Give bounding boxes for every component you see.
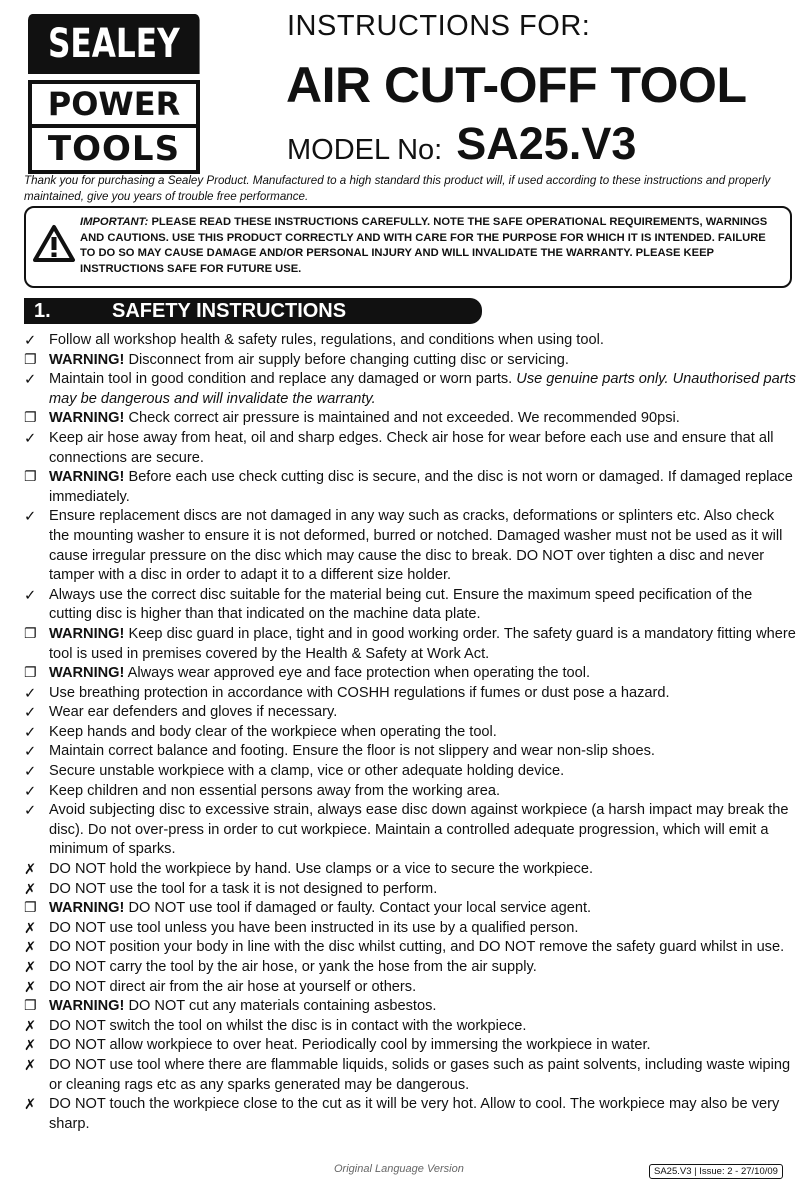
section-header-safety [24,298,482,324]
safety-item [24,742,796,762]
safety-item-text: Secure unstable workpiece with a clamp, vice or other adequate holding device. [49,763,565,780]
safety-item-text: Always wear approved eye and face protection when operating the tool. [124,665,591,682]
safety-item [24,684,796,704]
warning-label: WARNING! [49,625,125,642]
check-icon: ✓ [24,763,37,781]
warning-box-icon: ❐ [24,998,37,1015]
check-icon: ✓ [24,332,37,349]
safety-item-text: DO NOT use the tool for a task it is not designed to perform. [49,880,438,897]
warning-triangle-icon [32,224,76,264]
safety-item [24,586,796,625]
safety-item-text: DO NOT use tool unless you have been instructed in its use by a qualified person. [49,919,579,936]
warning-box-icon: ❐ [24,469,37,486]
safety-item-text: DO NOT use tool if damaged or faulty. Contact your local service agent. [124,900,592,917]
warning-label: WARNING! [49,665,125,682]
safety-item-text: Keep children and non essential persons away from the working area. [49,782,501,799]
safety-item [24,1056,796,1095]
model-number: SA25.V3 [456,118,637,169]
safety-item-text: Disconnect from air supply before changing cutting disc or servicing. [124,351,569,368]
warning-box-icon: ❐ [24,351,37,368]
cross-icon: ✗ [24,978,37,996]
warning-label: WARNING! [49,351,125,368]
safety-item-text: DO NOT hold the workpiece by hand. Use clamps or a vice to secure the workpiece. [49,861,594,878]
safety-item [24,958,796,978]
cross-icon: ✗ [24,919,37,937]
safety-item-text: DO NOT allow workpiece to over heat. Periodically cool by immersing the workpiece in water. [49,1037,651,1054]
important-notice-box [24,206,792,288]
section-number: 1. [34,300,51,322]
safety-item-emphasis: Use genuine parts only. Unauthorised parts may be dangerous and will invalidate the warranty. [49,371,796,407]
safety-item [24,625,796,664]
cross-icon: ✗ [24,1096,37,1114]
warning-label: WARNING! [49,469,125,486]
cross-icon: ✗ [24,1056,37,1074]
warning-label: WARNING! [49,410,125,427]
cross-icon: ✗ [24,939,37,957]
safety-item-text: Check correct air pressure is maintained and not exceeded. We recommended 90psi. [124,410,680,427]
safety-item-text: Avoid subjecting disc to excessive strain, always ease disc down against workpiece (a harsh impact may break the disc). Do not over-press in order to cut workpiece. Maintain a controlled adequate progression, which will emit a minimum of sparks. [49,802,789,858]
safety-item-text: Before each use check cutting disc is secure, and the disc is not worn or damaged. If damaged replace immediately. [49,469,793,505]
safety-item [24,762,796,782]
model-label: MODEL No: [287,134,443,166]
cross-icon: ✗ [24,1037,37,1055]
check-icon: ✓ [24,586,37,604]
product-title: AIR CUT-OFF TOOL [286,57,747,113]
important-lead: IMPORTANT: [80,216,149,228]
important-text [80,215,784,277]
safety-item-text: Maintain tool in good condition and replace any damaged or worn parts. [49,371,517,388]
safety-item [24,997,796,1017]
check-icon: ✓ [24,802,37,820]
safety-item-text: DO NOT direct air from the air hose at yourself or others. [49,978,417,995]
cross-icon: ✗ [24,1017,37,1035]
safety-item [24,723,796,743]
cross-icon: ✗ [24,861,37,879]
safety-item [24,782,796,802]
safety-item-text: DO NOT carry the tool by the air hose, or yank the hose from the air supply. [49,959,537,975]
safety-item [24,919,796,939]
instructions-for-heading: INSTRUCTIONS FOR: [287,10,591,42]
safety-item-text: Use breathing protection in accordance with COSHH regulations if fumes or dust pose a hazard. [49,684,670,701]
safety-item [24,1036,796,1056]
safety-item [24,507,796,585]
check-icon: ✓ [24,684,37,702]
check-icon: ✓ [24,371,37,389]
safety-item-text: DO NOT switch the tool on whilst the disc is in contact with the workpiece. [49,1017,527,1034]
safety-item-text: DO NOT cut any materials containing asbestos. [124,998,437,1015]
safety-item [24,664,796,684]
thank-you-text: Thank you for purchasing a Sealey Product. Manufactured to a high standard this product will, if used according to these instructions and properly maintained, give you years of trouble free performance. [24,174,771,203]
safety-item [24,468,796,507]
safety-item [24,978,796,998]
safety-item [24,899,796,919]
safety-item-text: DO NOT touch the workpiece close to the cut as it will be very hot. Allow to cool. The workpiece may also be very sharp. [49,1096,780,1132]
safety-item-text: DO NOT position your body in line with the disc whilst cutting, and DO NOT remove the safety guard whilst in use. [49,939,785,956]
check-icon: ✓ [24,743,37,761]
safety-item [24,703,796,723]
warning-box-icon: ❐ [24,900,37,917]
safety-item [24,938,796,958]
footer-language-note: Original Language Version [334,1163,464,1175]
safety-item [24,331,796,351]
check-icon: ✓ [24,723,37,741]
warning-box-icon: ❐ [24,665,37,682]
safety-item [24,370,796,409]
check-icon: ✓ [24,782,37,800]
safety-item-text: DO NOT use tool where there are flammable liquids, solids or gases such as paint solvents, including waste wiping or cleaning rags etc as any sparks generated may be dangerous. [49,1056,791,1093]
safety-item [24,351,796,371]
safety-item-text: Ensure replacement discs are not damaged in any way such as cracks, deformations or splinters etc. Also check the mounting washer to ensure it is not deformed, burred or notched. Damaged washer must not be used as it will cause irregular pressure on the disc which may cause the disc to break. DO NOT over tighten a disc and never tamper with a disc in order to adapt it to a different size holder. [49,508,783,584]
safety-item [24,880,796,900]
safety-item [24,429,796,468]
warning-box-icon: ❐ [24,625,37,642]
logo-tools: TOOLS [28,124,200,174]
section-title: SAFETY INSTRUCTIONS [112,300,347,322]
check-icon: ✓ [24,429,37,447]
check-icon: ✓ [24,508,37,526]
safety-item-text: Maintain correct balance and footing. Ensure the floor is not slippery and wear non-slip shoes. [49,743,655,760]
safety-instructions-list [24,331,796,1134]
safety-item-text: Follow all workshop health & safety rules, regulations, and conditions when using tool. [49,332,604,348]
logo-sealey: SEALEY [28,14,200,74]
cross-icon: ✗ [24,959,37,976]
footer-document-ref: SA25.V3 | Issue: 2 - 27/10/09 [649,1164,783,1179]
sealey-power-tools-logo [28,14,200,174]
warning-label: WARNING! [49,998,125,1015]
safety-item-text: Keep air hose away from heat, oil and sharp edges. Check air hose for wear before each use and ensure that all connections are secure. [49,429,774,466]
warning-box-icon: ❐ [24,410,37,427]
safety-item-text: Wear ear defenders and gloves if necessary. [49,704,338,721]
model-line [287,118,636,170]
safety-item-text: Keep hands and body clear of the workpiece when operating the tool. [49,723,497,740]
safety-item [24,801,796,860]
cross-icon: ✗ [24,880,37,898]
warning-label: WARNING! [49,900,125,917]
safety-item [24,860,796,880]
important-body: PLEASE READ THESE INSTRUCTIONS CAREFULLY. NOTE THE SAFE OPERATIONAL REQUIREMENTS, WARNINGS AND CAUTIONS. USE THIS PRODUCT CORRECTLY AND WITH CARE FOR THE PURPOSE FOR WHICH IT IS INTENDED. FAILURE TO DO SO MAY CAUSE DAMAGE AND/OR PERSONAL INJURY AND WILL INVALIDATE THE WARRANTY. PLEASE KEEP INSTRUCTIONS SAFE FOR FUTURE USE. [80,216,768,275]
safety-item-text: Keep disc guard in place, tight and in good working order. The safety guard is a mandatory fitting where tool is used in premises covered by the Health & Safety at Work Act. [49,625,796,662]
safety-item [24,409,796,429]
safety-item-text: Always use the correct disc suitable for the material being cut. Ensure the maximum speed pecification of the cutting disc is higher than that indicated on the machine data plate. [49,586,753,623]
safety-item [24,1017,796,1037]
safety-item [24,1095,796,1134]
check-icon: ✓ [24,704,37,722]
logo-power: POWER [28,80,200,124]
